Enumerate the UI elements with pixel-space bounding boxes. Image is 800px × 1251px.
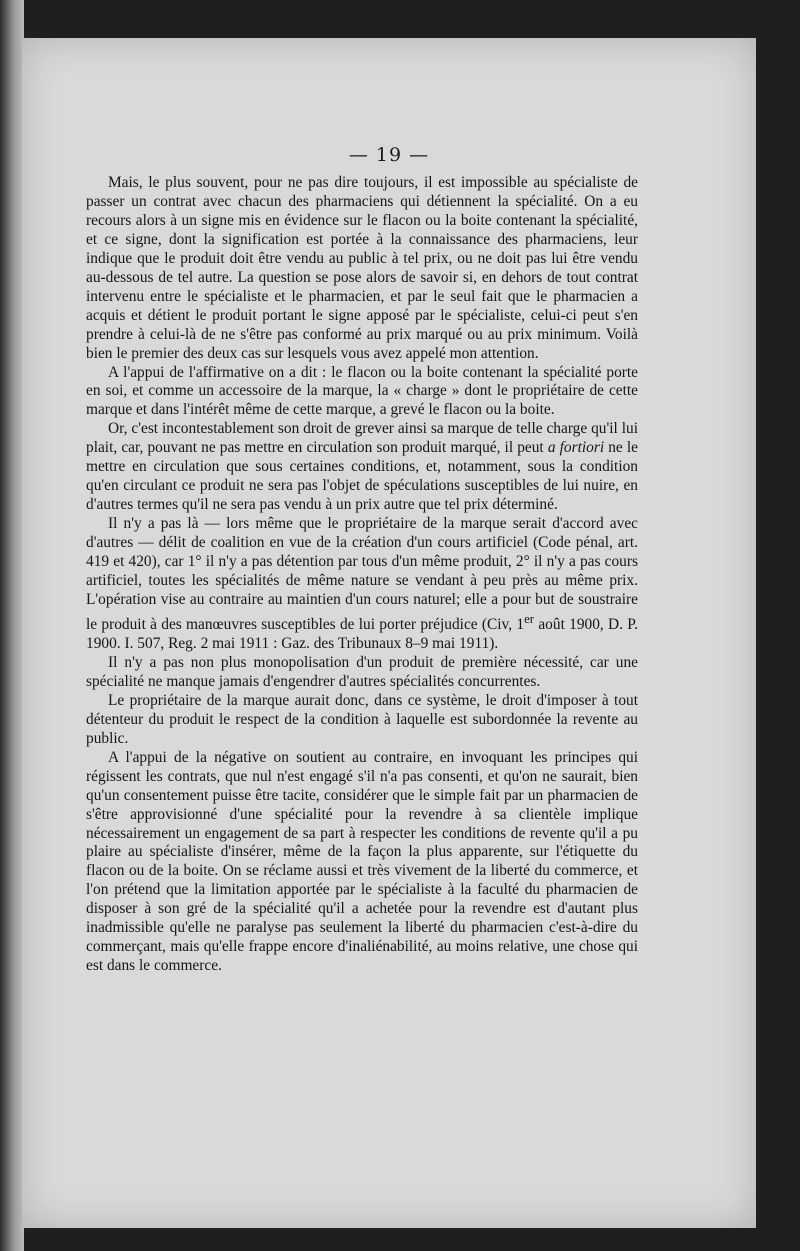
book-page	[22, 38, 756, 1228]
paragraph-3-part-1: Or, c'est incontestablement son droit de grever ainsi sa marque de telle charge qu'il lui plait, car, pouvant ne pas mettre en circulation son produit marqué, il peut	[86, 420, 638, 457]
paragraph-7: A l'appui de la négative on soutient au contraire, en invoquant les principes qui régissent les contrats, que nul n'est engagé s'il n'a pas consenti, et qu'on ne saurait, bien qu'un consentement puisse être tacite, considérer que le simple fait par un pharmacien de s'être approvisionné d'une spécialité pour la revendre à sa clientèle implique nécessairement un engagement de sa part à respecter les conditions de revente qu'il a pu plaire au spécialiste d'insérer, même de la façon la plus apparente, sur l'étiquette du flacon ou de la boite. On se réclame aussi et très vivement de la liberté du commerce, et l'on prétend que la limitation apportée par le spécialiste à la faculté du pharmacien de disposer à son gré de la spécialité qu'il a achetée pour la revendre est d'autant plus inadmissible qu'elle ne paralyse pas seulement la liberté du pharmacien c'est-à-dire du commerçant, mais qu'elle frappe encore d'inaliénabilité, au moins relative, une chose qui est dans le commerce.	[86, 748, 638, 975]
paragraph-4-part-2: août 1900, D. P. 1900. I. 507, Reg. 2 mai 1911 : Gaz. des Tribunaux 8–9 mai 1911).	[86, 616, 639, 652]
page-number: — 19 —	[348, 144, 430, 166]
paragraph-4-part-1: Il n'y a pas là — lors même que le propriétaire de la marque serait d'accord avec d'autres — délit de coalition en vue de la création d'un cours artificiel (Code pénal, art. 419 et 420), car 1° il n'y a pas détention par tous d'un même produit, 2° il n'y a pas cours artificiel, toutes les spécialités de même nature se vendant à peu près au même prix. L'opération vise au contraire au maintien d'un cours naturel; elle a pour but de soustraire le produit à des manœuvres susceptibles de lui porter préjudice (Civ, 1	[86, 515, 638, 634]
paragraph-3	[86, 420, 638, 515]
italic-phrase: a fortiori	[547, 439, 605, 457]
paragraph-2: A l'appui de l'affirmative on a dit : le flacon ou la boite contenant la spécialité porte en soi, et comme un accessoire de la marque, la « charge » dont le propriétaire de cette marque et dans l'intérêt même de cette marque, a grevé le flacon ou la boite.	[86, 363, 638, 419]
body-text	[86, 174, 638, 976]
paragraph-1: Mais, le plus souvent, pour ne pas dire toujours, il est impossible au spécialiste de passer un contrat avec chacun des pharmaciens qui détiennent la spécialité. On a eu recours alors à un signe mis en évidence sur le flacon ou la boite contenant la spécialité, et ce signe, dont la signification est portée à la connaissance des pharmaciens, leur indique que le produit doit être vendu au public à tel prix, ou ne doit pas lui être vendu au-dessous de tel autre. La question se pose alors de savoir si, en dehors de tout contrat intervenu entre le spécialiste et le pharmacien, et par le seul fait que le pharmacien a acquis et détient le produit portant le signe apposé par le spécialiste, celui-ci peut s'en prendre à celui-là de ne s'être pas conformé au prix marqué ou au prix minimum. Voilà bien le premier des deux cas sur lesquels vous avez appelé mon attention.	[86, 174, 638, 362]
paragraph-5: Il n'y a pas non plus monopolisation d'un produit de première nécessité, car une spécialité ne manque jamais d'engendrer d'autres spécialités concurrentes.	[86, 653, 638, 690]
superscript-er: er	[524, 611, 535, 626]
paragraph-4	[86, 515, 638, 654]
paragraph-3-part-2: ne le mettre en circulation que sous certaines conditions, et, notamment, sous la condition qu'en circulant ce produit ne sera pas l'objet de spéculations susceptibles de lui nuire, en d'autres termes qu'il ne sera pas vendu à un prix autre que tel prix déterminé.	[86, 439, 638, 514]
book-spine-edge	[0, 0, 24, 1251]
paragraph-6: Le propriétaire de la marque aurait donc, dans ce système, le droit d'imposer à tout détenteur du produit le respect de la condition à laquelle est subordonnée la revente au public.	[86, 691, 638, 747]
